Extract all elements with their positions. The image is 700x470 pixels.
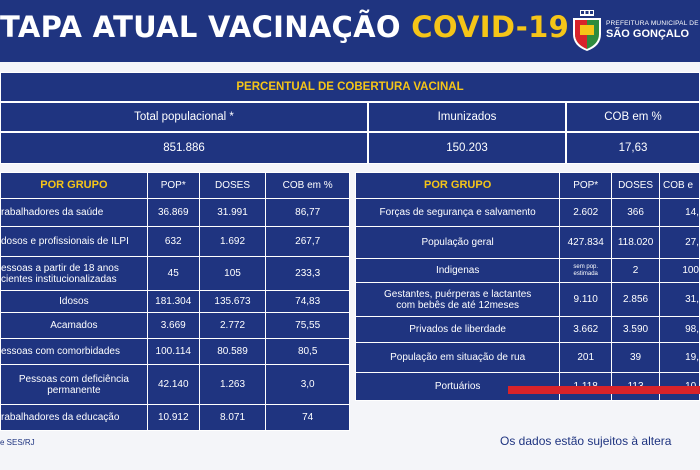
page-title: TAPA ATUAL VACINAÇÃO COVID-19: [0, 10, 570, 44]
col-header-cob: COB em %: [266, 173, 350, 199]
total-population-value: 851.886: [0, 132, 368, 164]
doses-value: 8.071: [199, 405, 266, 431]
doses-value: 2.772: [199, 313, 266, 339]
pop-value: 201: [560, 343, 612, 373]
pop-value: 10.912: [147, 405, 199, 431]
col-header-pop: POP*: [560, 173, 612, 199]
table-row: [1, 199, 350, 227]
cob-value: 80,5: [266, 339, 350, 365]
col-header-cob: COB e: [660, 173, 700, 199]
table-row: [1, 313, 350, 339]
table-row: [356, 343, 700, 373]
doses-value: 118.020: [612, 227, 660, 259]
doses-value: 80.589: [199, 339, 266, 365]
cob-value: 98,: [660, 317, 700, 343]
group-name: dosos e profissionais de ILPI: [1, 227, 148, 257]
group-name: essoas com comorbidades: [1, 339, 148, 365]
doses-value: 366: [612, 199, 660, 227]
group-name: Privados de liberdade: [356, 317, 560, 343]
group-name: População em situação de rua: [356, 343, 560, 373]
pop-value: 3.662: [560, 317, 612, 343]
pop-value: 100.114: [147, 339, 199, 365]
table-row: [1, 365, 350, 405]
pop-value: 181.304: [147, 291, 199, 313]
doses-value: 39: [612, 343, 660, 373]
red-accent-bar: [508, 386, 700, 394]
immunized-value: 150.203: [368, 132, 566, 164]
table-header-row: [1, 173, 350, 199]
group-name: rabalhadores da saúde: [1, 199, 148, 227]
disclaimer-note: Os dados estão sujeitos à altera: [500, 434, 672, 448]
total-population-header: Total populacional *: [0, 102, 368, 132]
coverage-header: COB em %: [566, 102, 700, 132]
cob-value: 267,7: [266, 227, 350, 257]
col-header-doses: DOSES: [199, 173, 266, 199]
table-row: [356, 259, 700, 283]
table-row: [1, 339, 350, 365]
col-header-doses: DOSES: [612, 173, 660, 199]
pop-value: 2.602: [560, 199, 612, 227]
group-name: Acamados: [1, 313, 148, 339]
group-name: rabalhadores da educação: [1, 405, 148, 431]
right-group-table: [355, 172, 700, 401]
doses-value: 105: [199, 257, 266, 291]
pop-value: 632: [147, 227, 199, 257]
table-row: [356, 227, 700, 259]
cob-value: 3,0: [266, 365, 350, 405]
left-group-table: [0, 172, 350, 431]
pop-value: sem pop. estimada: [560, 259, 612, 283]
col-header-pop: POP*: [147, 173, 199, 199]
group-name: Portuários: [356, 373, 560, 401]
pop-value: 9.110: [560, 283, 612, 317]
pop-value: 45: [147, 257, 199, 291]
table-row: [1, 227, 350, 257]
group-name: Indigenas: [356, 259, 560, 283]
col-header-group: POR GRUPO: [1, 173, 148, 199]
cob-value: 75,55: [266, 313, 350, 339]
pop-value: 36.869: [147, 199, 199, 227]
doses-value: 2.856: [612, 283, 660, 317]
table-row: [1, 291, 350, 313]
pop-value: 3.669: [147, 313, 199, 339]
group-name: essoas a partir de 18 anos cientes institucionalizadas: [1, 257, 148, 291]
cob-value: 19,: [660, 343, 700, 373]
cob-value: 100: [660, 259, 700, 283]
doses-value: 31.991: [199, 199, 266, 227]
table-row: [356, 317, 700, 343]
doses-value: 1.263: [199, 365, 266, 405]
doses-value: 1.692: [199, 227, 266, 257]
group-name: Pessoas com deficiência permanente: [1, 365, 148, 405]
table-row: [1, 405, 350, 431]
doses-value: 135.673: [199, 291, 266, 313]
group-name: Idosos: [1, 291, 148, 313]
group-name: Forças de segurança e salvamento: [356, 199, 560, 227]
group-name: População geral: [356, 227, 560, 259]
table-row: [356, 283, 700, 317]
group-name: Gestantes, puérperas e lactantes com bebês de até 12meses: [356, 283, 560, 317]
data-source: e SES/RJ: [0, 438, 35, 447]
table-header-row: [356, 173, 700, 199]
table-row: [356, 199, 700, 227]
city-logo-text: PREFEITURA MUNICIPAL DE SÃO GONÇALO: [606, 20, 699, 40]
cob-value: 86,77: [266, 199, 350, 227]
doses-value: 2: [612, 259, 660, 283]
pop-value: 427.834: [560, 227, 612, 259]
city-coat-of-arms-icon: [570, 10, 604, 52]
cob-value: 74: [266, 405, 350, 431]
table-row: [1, 257, 350, 291]
coverage-section-title: PERCENTUAL DE COBERTURA VACINAL: [0, 72, 700, 102]
cob-value: 31,: [660, 283, 700, 317]
cob-value: 74,83: [266, 291, 350, 313]
coverage-value: 17,63: [566, 132, 700, 164]
cob-value: 14,: [660, 199, 700, 227]
cob-value: 233,3: [266, 257, 350, 291]
pop-value: 42.140: [147, 365, 199, 405]
immunized-header: Imunizados: [368, 102, 566, 132]
cob-value: 27,: [660, 227, 700, 259]
col-header-group: POR GRUPO: [356, 173, 560, 199]
doses-value: 3.590: [612, 317, 660, 343]
